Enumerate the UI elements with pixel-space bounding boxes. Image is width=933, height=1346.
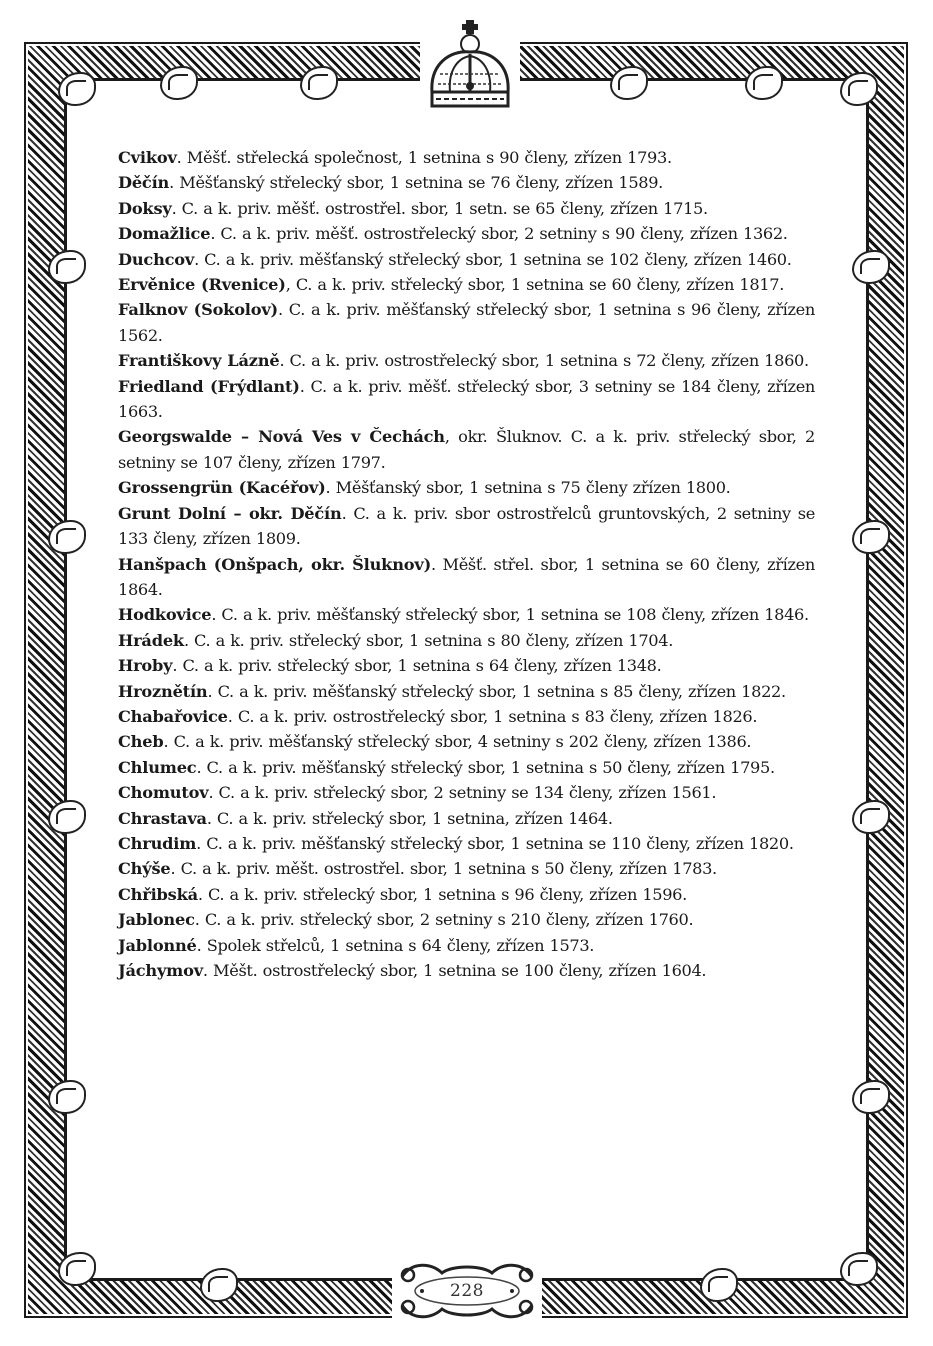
entry-description: . C. a k. priv. střelecký sbor, 1 setnina s 64 členy, zřízen 1348.: [172, 656, 662, 676]
entry: [118, 755, 815, 780]
entries-list: [118, 145, 815, 983]
entry-town-name: Hroznětín: [118, 681, 208, 701]
entry-town-name: Jáchymov: [118, 961, 203, 980]
entry: [118, 602, 815, 627]
entry-town-name: Děčín: [118, 173, 170, 193]
entry-town-name: Cheb: [118, 732, 164, 752]
entry: [118, 170, 815, 195]
entry-description: . C. a k. priv. ostrostřelecký sbor, 1 setnina s 83 členy, zřízen 1826.: [227, 706, 758, 726]
entry: [118, 856, 815, 881]
entry-town-name: Hanšpach (Onšpach, okr. Šluknov): [118, 554, 432, 574]
entry-description: . C. a k. priv. měšťanský střelecký sbor, 1 setnina se 110 členy, zřízen 1820.: [196, 833, 794, 853]
entry-description: . C. a k. priv. měšť. ostrostřelecký sbor, 2 setniny s 90 členy, zřízen 1362.: [210, 224, 788, 244]
entry: [118, 831, 815, 856]
entry: [118, 272, 815, 297]
entry-description: . Měšťanský střelecký sbor, 1 setnina se 76 členy, zřízen 1589.: [169, 173, 663, 193]
entry-town-name: Chrudim: [118, 833, 197, 853]
entry: [118, 882, 815, 907]
entry-description: . C. a k. priv. střelecký sbor, 2 setniny se 134 členy, zřízen 1561.: [208, 783, 717, 803]
entry-description: . C. a k. priv. měšťanský střelecký sbor, 1 setnina se 108 členy, zřízen 1846.: [211, 605, 809, 625]
crown-icon: [420, 14, 520, 116]
entry-town-name: Doksy: [118, 198, 172, 218]
entry-description: . C. a k. priv. střelecký sbor, 2 setniny s 210 členy, zřízen 1760.: [194, 910, 694, 930]
entry-town-name: Františkovy Lázně: [118, 351, 280, 371]
page-number: 228: [450, 1281, 484, 1301]
entry: [118, 933, 815, 958]
entry-town-name: Hodkovice: [118, 605, 212, 625]
entry-town-name: Hrádek: [118, 630, 184, 650]
entry-town-name: Georgswalde – Nová Ves v Čechách: [118, 427, 445, 447]
entry: [118, 780, 815, 805]
entry-town-name: Grossengrün (Kacéřov): [118, 478, 326, 498]
entry-description: . C. a k. priv. ostrostřelecký sbor, 1 setnina s 72 členy, zřízen 1860.: [279, 351, 809, 371]
entry: [118, 424, 815, 475]
entry-description: . C. a k. priv. měšť. ostrostřel. sbor, 1 setn. se 65 členy, zřízen 1715.: [171, 198, 708, 218]
entry-description: . Měšťanský sbor, 1 setnina s 75 členy zřízen 1800.: [325, 478, 731, 498]
entry-town-name: Cvikov: [118, 148, 177, 167]
entry-town-name: Jablonec: [118, 910, 195, 930]
entry: [118, 653, 815, 678]
entry: [118, 247, 815, 272]
entry-town-name: Jablonné: [118, 935, 197, 955]
entry-description: . C. a k. priv. měšťanský střelecký sbor, 1 setnina s 50 členy, zřízen 1795.: [196, 757, 775, 777]
entry-town-name: Chomutov: [118, 783, 209, 803]
entry: [118, 145, 815, 170]
entry-description: , C. a k. priv. střelecký sbor, 1 setnina se 60 členy, zřízen 1817.: [285, 275, 785, 295]
entry-description: . Spolek střelců, 1 setnina s 64 členy, zřízen 1573.: [196, 935, 595, 955]
page-number-cartouche: [392, 1255, 542, 1325]
entry-description: . C. a k. priv. měšťanský střelecký sbor, 1 setnina s 96 členy, zřízen 1562.: [118, 300, 815, 345]
entry: [118, 552, 815, 603]
entry: [118, 374, 815, 425]
entry-description: . C. a k. priv. měšt. ostrostřel. sbor, 1 setnina s 50 členy, zřízen 1783.: [170, 859, 717, 879]
entry: [118, 958, 815, 983]
entry: [118, 704, 815, 729]
entry: [118, 679, 815, 704]
entry-town-name: Chabařovice: [118, 706, 228, 726]
entry: [118, 729, 815, 754]
entry: [118, 907, 815, 932]
entry: [118, 475, 815, 500]
entry-town-name: Ervěnice (Rvenice): [118, 275, 286, 295]
entry-description: . C. a k. priv. měšťanský střelecký sbor, 4 setniny s 202 členy, zřízen 1386.: [163, 732, 752, 752]
entry-description: . C. a k. priv. měšťanský střelecký sbor, 1 setnina s 85 členy, zřízen 1822.: [207, 681, 786, 701]
entry-town-name: Chlumec: [118, 757, 197, 777]
entry: [118, 501, 815, 552]
entry-town-name: Chřibská: [118, 884, 198, 904]
entry-town-name: Duchcov: [118, 249, 195, 269]
entry-description: . C. a k. priv. střelecký sbor, 1 setnina s 96 členy, zřízen 1596.: [197, 884, 687, 904]
entry-description: , okr. Šluknov. C. a k. priv. střelecký sbor, 2 setniny se 107 členy, zřízen 1797.: [118, 427, 815, 472]
entry-description: . Měšť. střel. sbor, 1 setnina se 60 členy, zřízen 1864.: [118, 554, 815, 599]
entry-description: . C. a k. priv. sbor ostrostřelců gruntovských, 2 setniny se 133 členy, zřízen 1809.: [118, 503, 815, 549]
entry-description: . Měšt. ostrostřelecký sbor, 1 setnina se 100 členy, zřízen 1604.: [202, 961, 707, 980]
entry-description: . C. a k. priv. střelecký sbor, 1 setnina, zřízen 1464.: [206, 808, 613, 828]
entry-town-name: Grunt Dolní – okr. Děčín: [118, 503, 342, 523]
entry-description: . Měšť. střelecká společnost, 1 setnina s 90 členy, zřízen 1793.: [176, 148, 672, 167]
entry-town-name: Domažlice: [118, 224, 211, 244]
entry-town-name: Falknov (Sokolov): [118, 300, 278, 320]
entry-description: . C. a k. priv. měšťanský střelecký sbor, 1 setnina se 102 členy, zřízen 1460.: [194, 249, 792, 269]
entry: [118, 348, 815, 373]
entry-town-name: Chrastava: [118, 808, 207, 828]
entry-description: . C. a k. priv. měšť. střelecký sbor, 3 setniny se 184 členy, zřízen 1663.: [118, 376, 815, 422]
entry-town-name: Friedland (Frýdlant): [118, 376, 300, 396]
entry: [118, 297, 815, 348]
entry-description: . C. a k. priv. střelecký sbor, 1 setnina s 80 členy, zřízen 1704.: [183, 630, 674, 650]
entry: [118, 628, 815, 653]
entry-town-name: Chýše: [118, 859, 171, 879]
entry-town-name: Hroby: [118, 656, 173, 676]
entry: [118, 221, 815, 246]
entry: [118, 806, 815, 831]
entry: [118, 196, 815, 221]
